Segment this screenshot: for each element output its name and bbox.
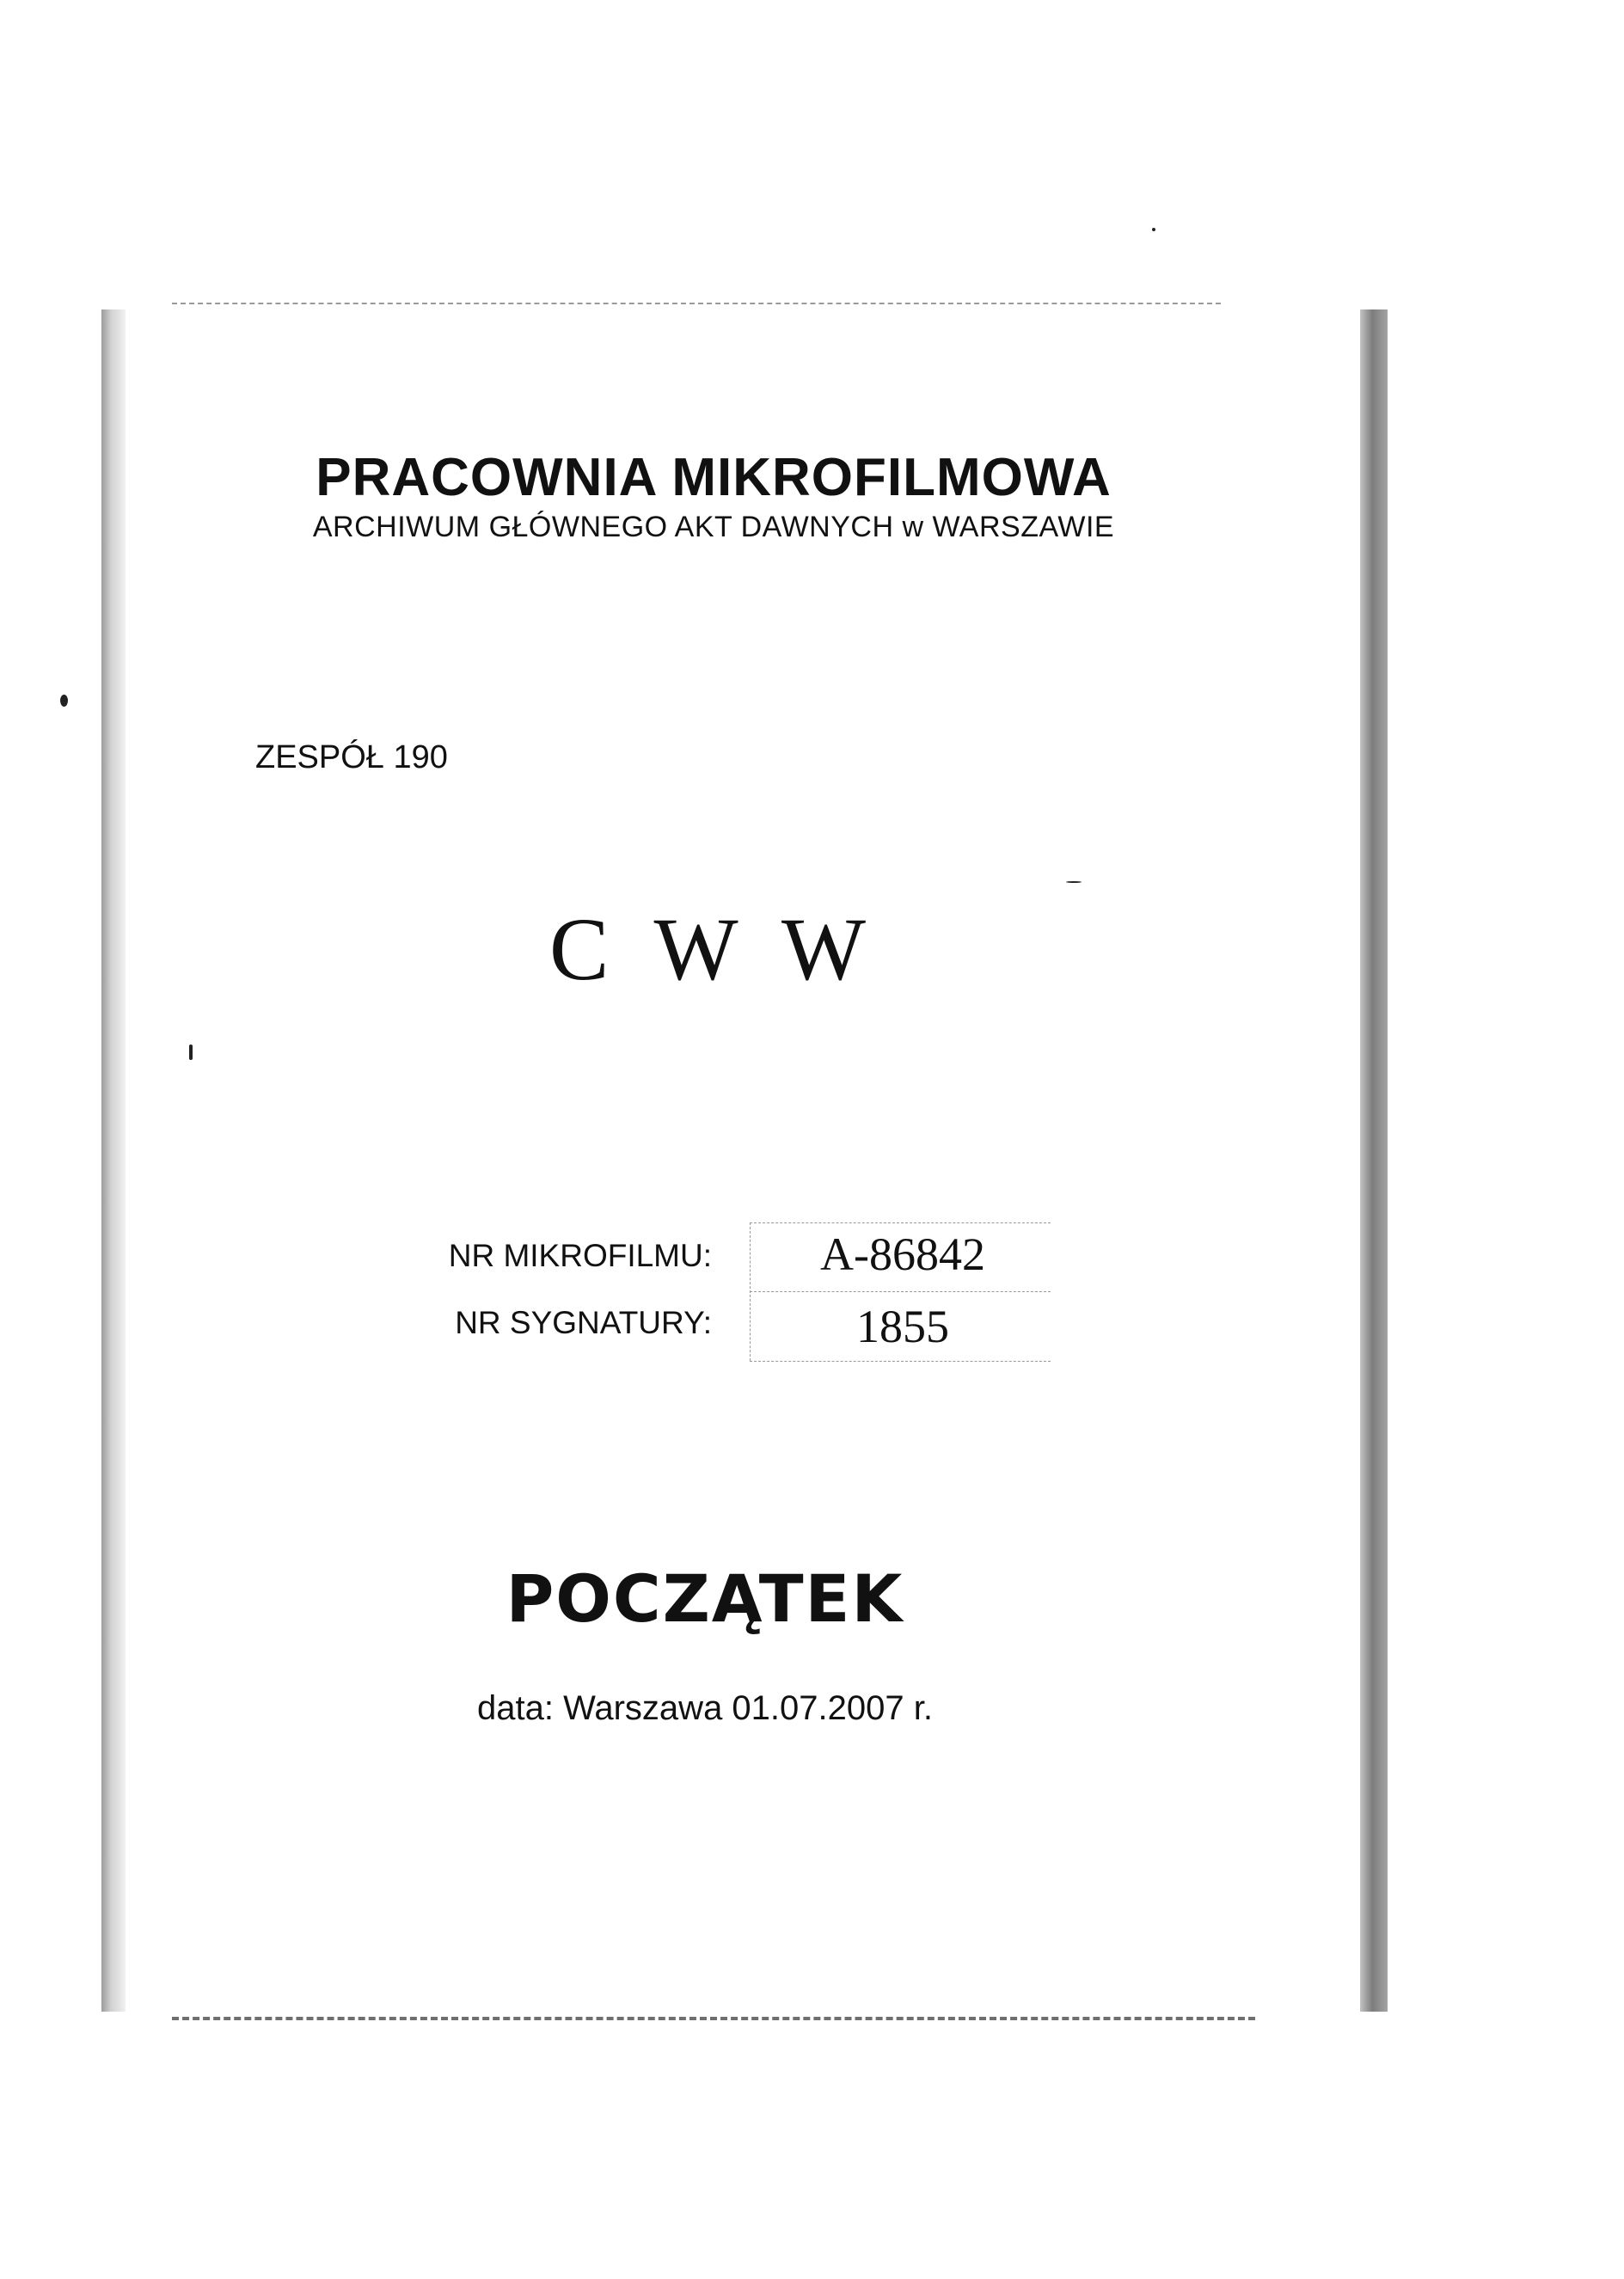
scan-speck xyxy=(1152,228,1155,231)
value-box-border xyxy=(750,1222,751,1361)
page-subtitle: ARCHIWUM GŁÓWNEGO AKT DAWNYCH w WARSZAWIE xyxy=(312,511,1115,543)
value-box-border xyxy=(750,1291,1051,1292)
scan-speck xyxy=(60,695,68,707)
scan-line-bottom xyxy=(172,2017,1255,2020)
microfilm-number-label: NR MIKROFILMU: xyxy=(448,1238,712,1273)
value-box-border xyxy=(750,1361,1051,1362)
section-heading: POCZĄTEK xyxy=(506,1560,904,1637)
scan-edge-left xyxy=(101,309,126,2012)
scan-edge-right xyxy=(1360,309,1388,2012)
scan-speck xyxy=(1066,881,1082,883)
signature-number-label: NR SYGNATURY: xyxy=(455,1305,712,1340)
microfilm-number-value: A-86842 xyxy=(820,1228,985,1280)
signature-number-value: 1855 xyxy=(856,1301,949,1352)
page-title: PRACOWNIA MIKROFILMOWA xyxy=(316,448,1112,507)
value-box-border xyxy=(750,1222,1051,1223)
date-line: data: Warszawa 01.07.2007 r. xyxy=(477,1689,933,1727)
fonds-label: ZESPÓŁ 190 xyxy=(255,739,448,775)
scan-line-top xyxy=(172,303,1221,304)
scan-speck xyxy=(189,1045,193,1060)
cww-logo: C W W xyxy=(548,900,879,999)
